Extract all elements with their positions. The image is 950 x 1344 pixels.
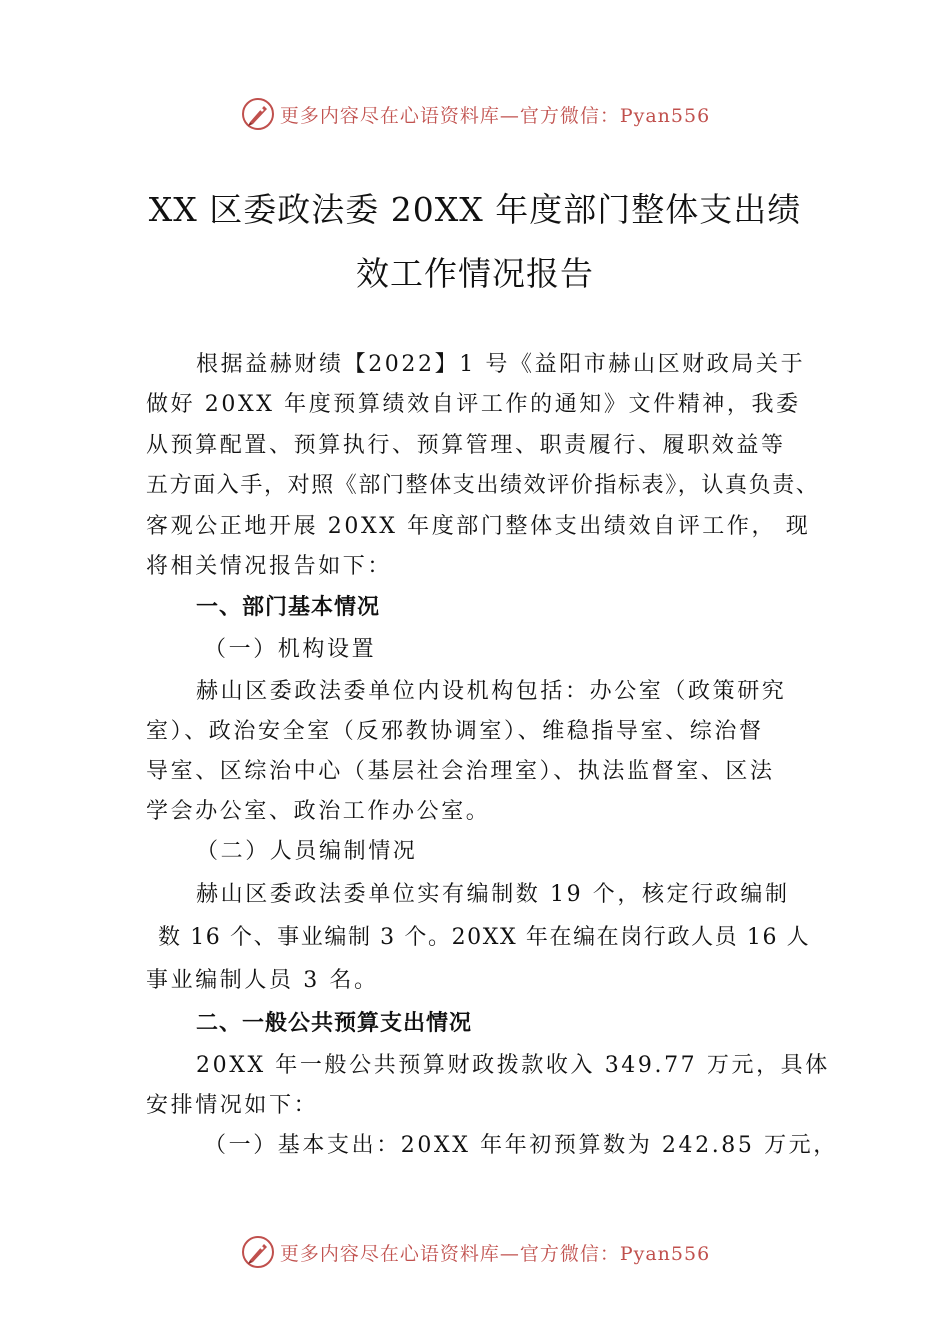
header-watermark-banner: [0, 94, 950, 134]
pen-nib-logo-icon: [240, 1234, 276, 1270]
intro-line-3: 从预算配置、预算执行、预算管理、职责履行、履职效益等: [146, 433, 786, 458]
intro-line-6: 将相关情况报告如下：: [146, 554, 393, 579]
intro-line-4: 五方面入手，对照《部门整体支出绩效评价指标表》，认真负责、: [146, 473, 820, 498]
org-line-2: 室）、政治安全室（反邪教协调室）、维稳指导室、综治督: [146, 719, 764, 744]
footer-watermark-banner: [0, 1232, 950, 1272]
org-line-4: 学会办公室、政治工作办公室。: [146, 799, 491, 824]
budget-line-2: 安排情况如下：: [146, 1093, 319, 1118]
pen-nib-logo-icon: [240, 96, 276, 132]
staff-line-1: 赫山区委政法委单位实有编制数 19 个，核定行政编制: [196, 882, 790, 907]
section-2-heading: 二、一般公共预算支出情况: [196, 1011, 473, 1036]
section-1-heading: 一、部门基本情况: [196, 595, 381, 620]
intro-line-1: 根据益赫财绩【2022】1 号《益阳市赫山区财政局关于: [196, 352, 806, 377]
section-1-subheading-1: （一）机构设置: [204, 637, 377, 662]
banner-text: 更多内容尽在心语资料库—官方微信：Pyan556: [279, 1242, 711, 1265]
intro-line-2: 做好 20XX 年度预算绩效自评工作的通知》文件精神，我委: [146, 392, 801, 417]
document-title-line-2: 效工作情况报告: [356, 254, 594, 293]
intro-line-5: 客观公正地开展 20XX 年度部门整体支出绩效自评工作， 现: [146, 514, 811, 539]
document-title-line-1: XX 区委政法委 20XX 年度部门整体支出绩: [148, 190, 802, 229]
staff-line-2: 数 16 个、事业编制 3 个。20XX 年在编在岗行政人员 16 人: [158, 925, 811, 950]
section-1-subheading-2: （二）人员编制情况: [196, 839, 418, 864]
org-line-1: 赫山区委政法委单位内设机构包括：办公室（政策研究: [196, 679, 787, 704]
basic-expenditure-line: （一）基本支出：20XX 年年初预算数为 242.85 万元，: [204, 1133, 838, 1158]
org-line-3: 导室、区综治中心（基层社会治理室）、执法监督室、区法: [146, 759, 775, 784]
banner-text: 更多内容尽在心语资料库—官方微信：Pyan556: [279, 104, 711, 127]
budget-line-1: 20XX 年一般公共预算财政拨款收入 349.77 万元，具体: [196, 1053, 830, 1078]
staff-line-3: 事业编制人员 3 名。: [146, 968, 379, 993]
